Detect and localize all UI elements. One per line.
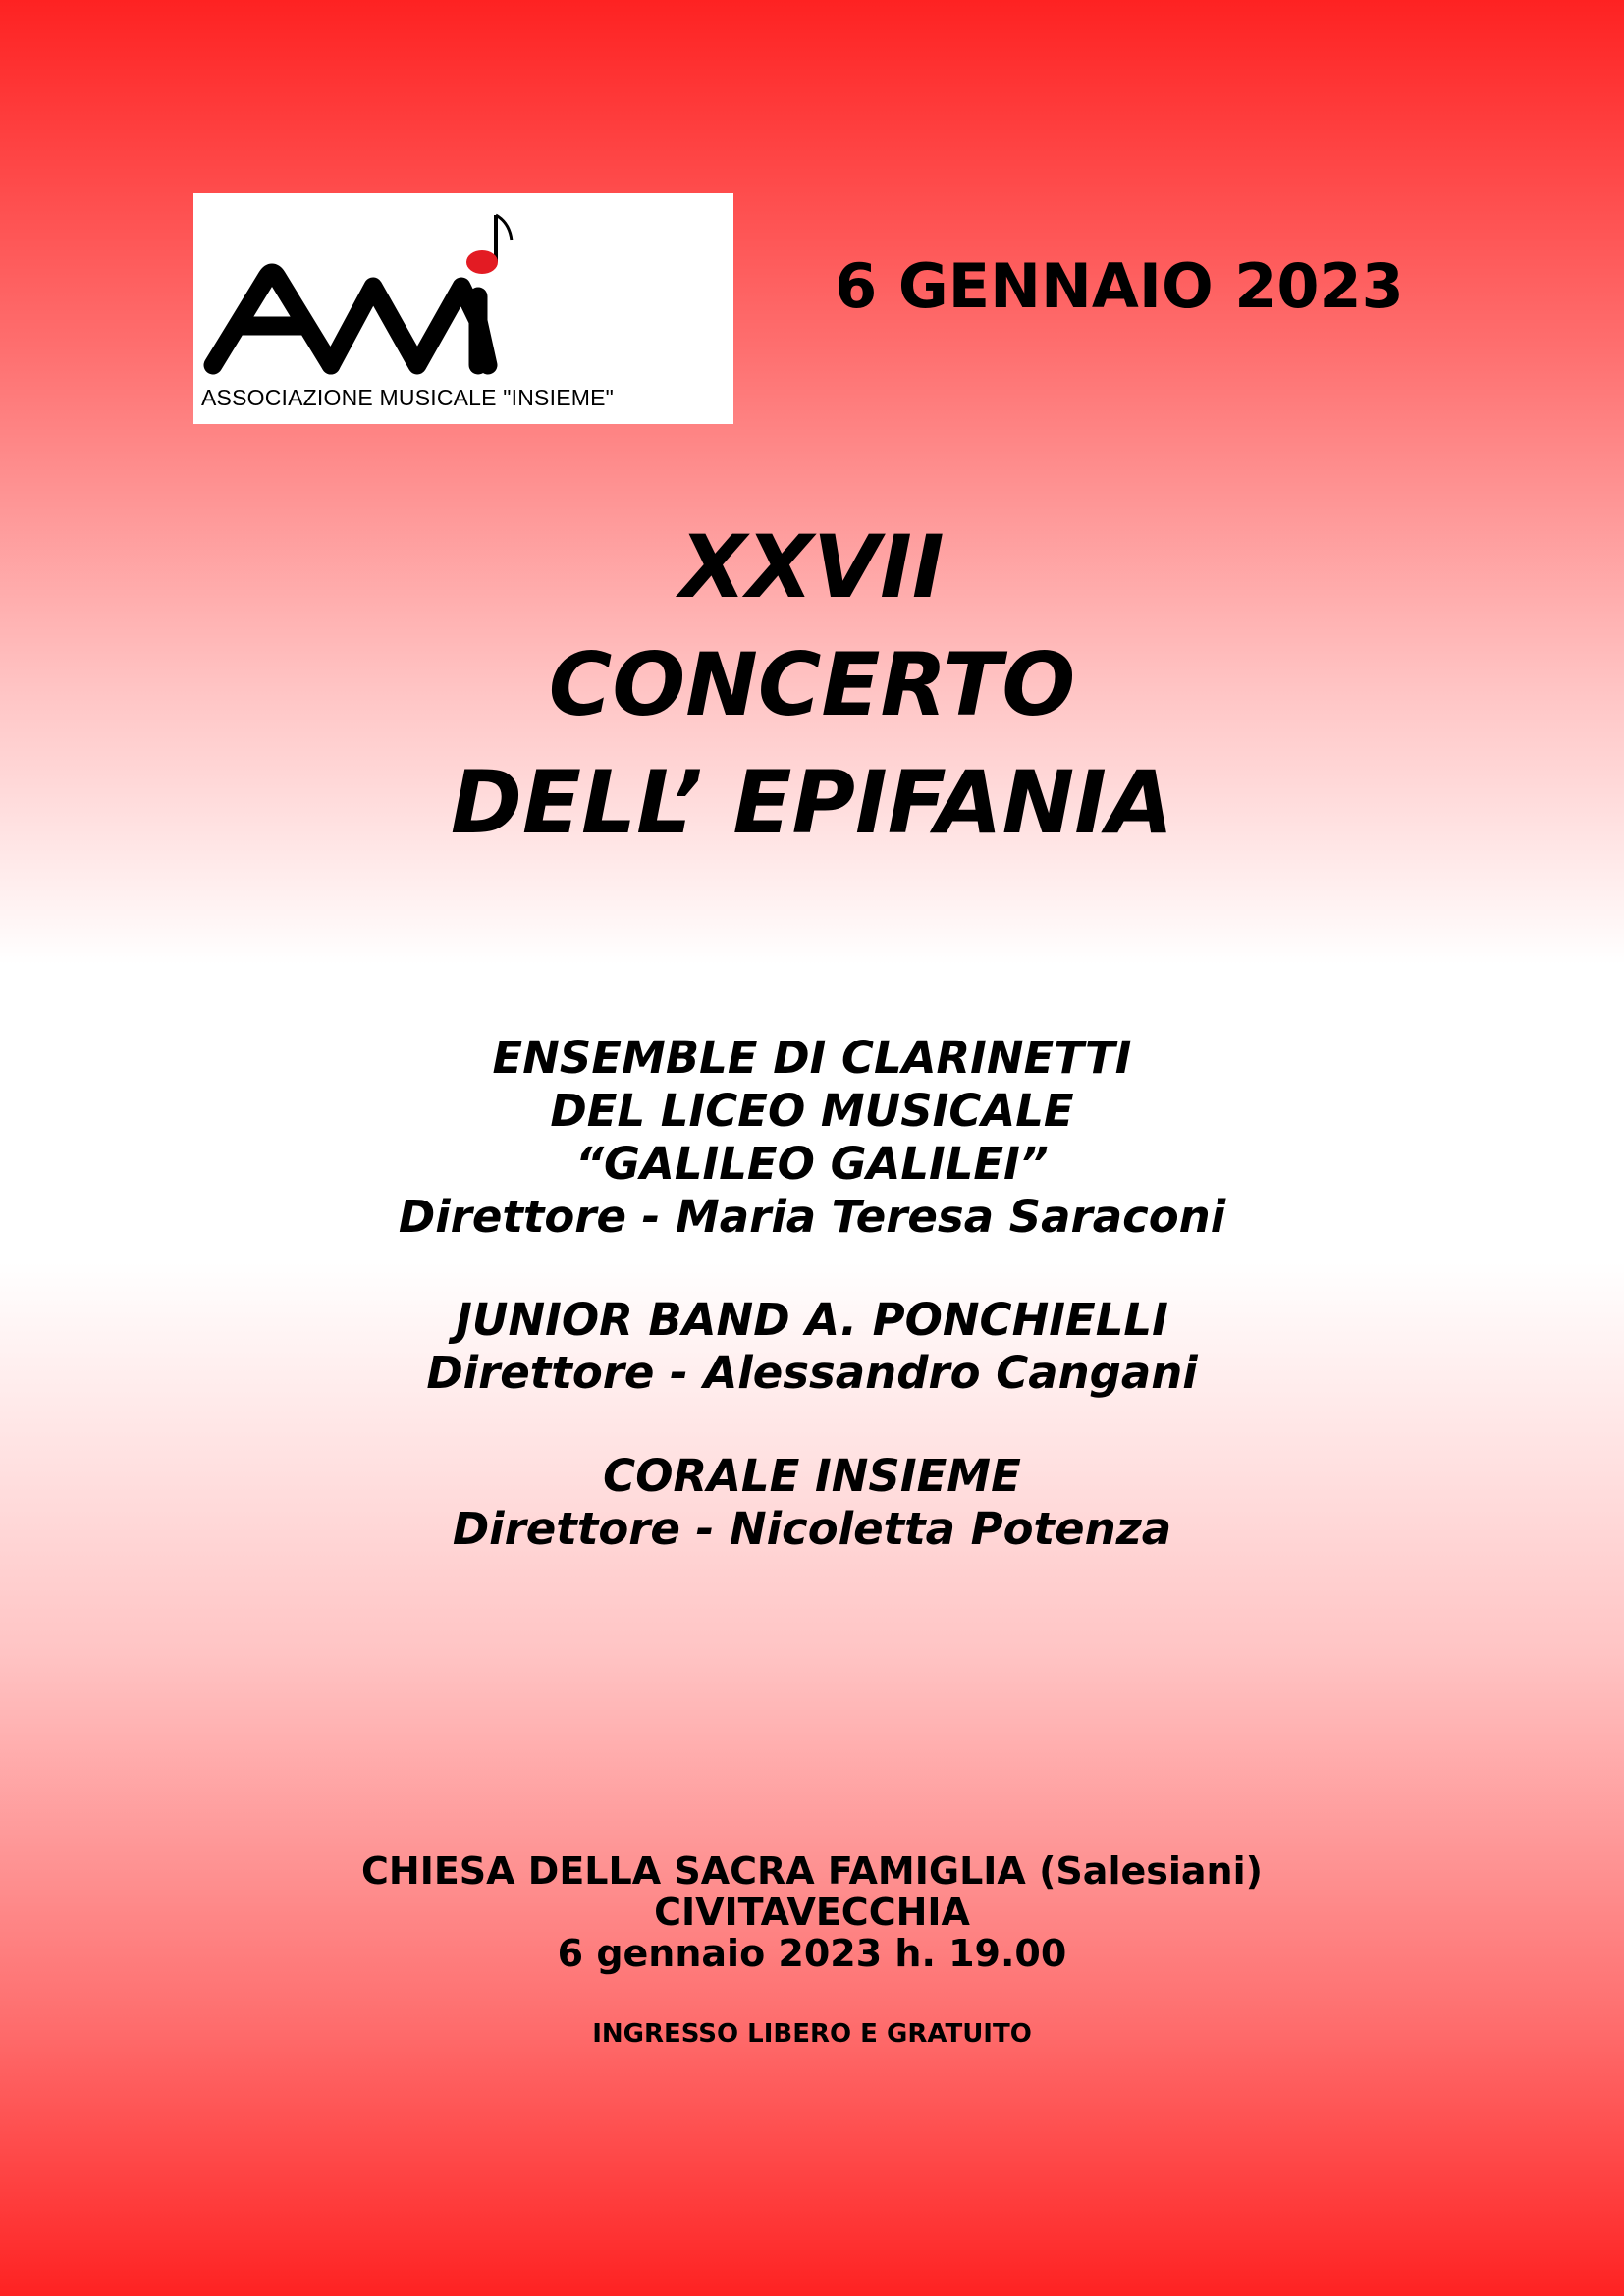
event-date-heading: 6 GENNAIO 2023 bbox=[835, 250, 1404, 322]
group-name-line: CORALE INSIEME bbox=[603, 1450, 1021, 1502]
group-director: Direttore - Nicoletta Potenza bbox=[452, 1503, 1172, 1555]
logo-caption: ASSOCIAZIONE MUSICALE "INSIEME" bbox=[201, 385, 614, 410]
performer-group-clarinets bbox=[0, 1032, 1624, 1244]
venue-datetime: 6 gennaio 2023 h. 19.00 bbox=[557, 1932, 1067, 1975]
group-name-line: JUNIOR BAND A. PONCHIELLI bbox=[456, 1294, 1168, 1346]
group-director: Direttore - Maria Teresa Saraconi bbox=[398, 1191, 1226, 1243]
ami-monogram-logo bbox=[193, 193, 733, 380]
title-line: DELL’ EPIFANIA bbox=[450, 752, 1174, 853]
group-director: Direttore - Alessandro Cangani bbox=[426, 1347, 1198, 1399]
concert-title bbox=[0, 508, 1624, 862]
group-name-line: ENSEMBLE DI CLARINETTI bbox=[492, 1032, 1132, 1084]
group-name-line: “GALILEO GALILEI” bbox=[575, 1138, 1049, 1190]
association-logo bbox=[193, 193, 733, 424]
admission-note: INGRESSO LIBERO E GRATUITO bbox=[592, 2019, 1032, 2049]
venue-city: CIVITAVECCHIA bbox=[654, 1891, 970, 1934]
venue-info bbox=[0, 1850, 1624, 1974]
music-note-icon bbox=[466, 215, 512, 274]
title-line: XXVII bbox=[679, 516, 945, 617]
title-line: CONCERTO bbox=[548, 634, 1076, 735]
group-name-line: DEL LICEO MUSICALE bbox=[550, 1085, 1074, 1137]
performer-group-junior-band bbox=[0, 1294, 1624, 1400]
performer-group-choir bbox=[0, 1450, 1624, 1556]
venue-place: CHIESA DELLA SACRA FAMIGLIA (Salesiani) bbox=[361, 1849, 1263, 1893]
